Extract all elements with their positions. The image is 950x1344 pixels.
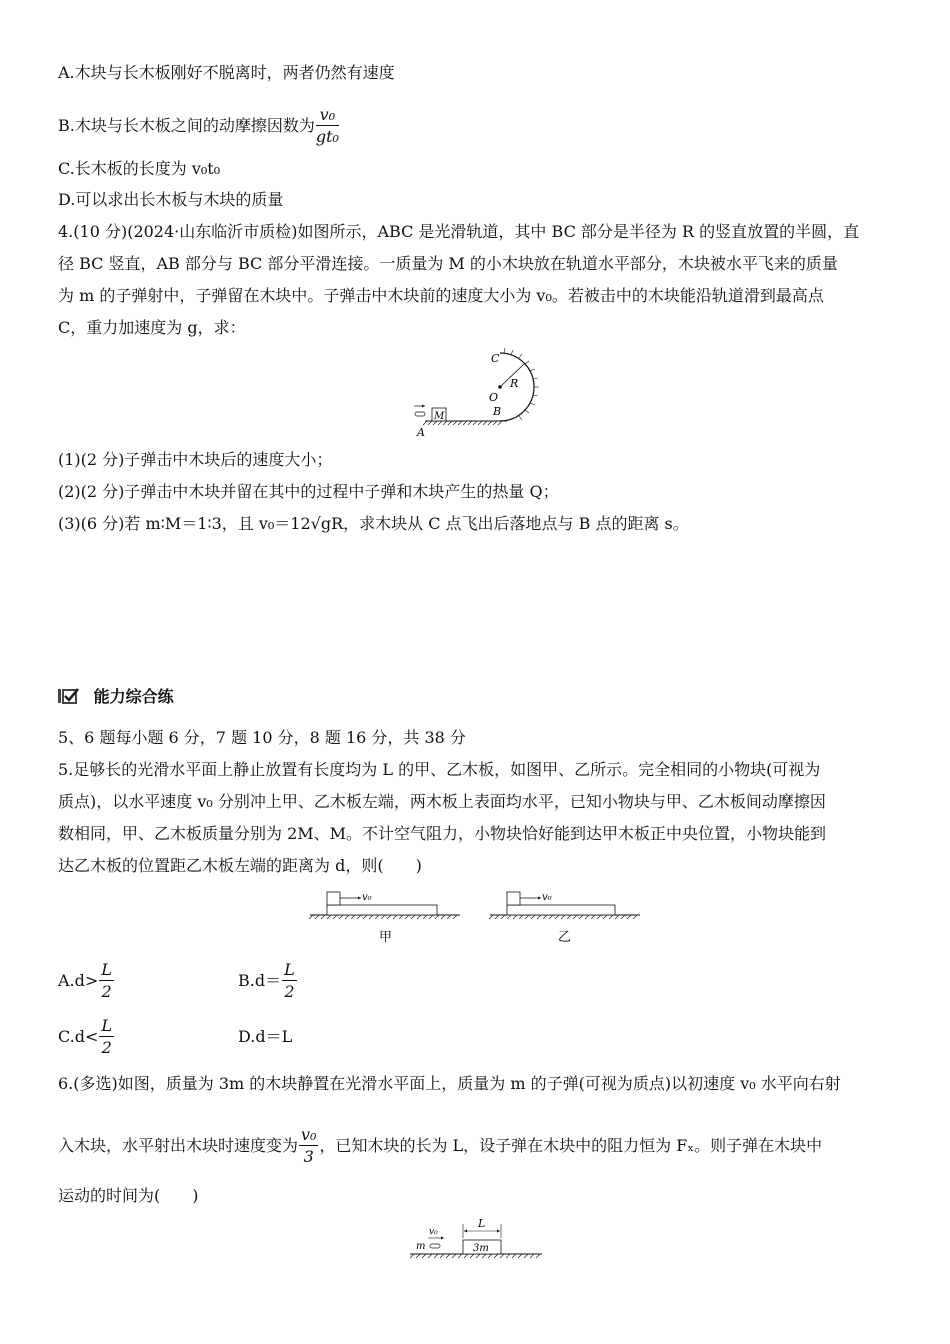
center-point [498, 385, 502, 389]
block-label-m: M [434, 411, 445, 422]
board-jia [327, 905, 437, 915]
bullet-label-m: m [416, 1241, 426, 1252]
fraction-denominator: 3 [303, 1147, 314, 1166]
checkmark-icon [58, 687, 80, 709]
length-label-l: L [478, 1217, 486, 1230]
q6-line-3: 运动的时间为( ) [58, 1186, 199, 1205]
fraction-denominator: 2 [284, 982, 295, 1001]
q5-option-b-text: B.d＝ [238, 971, 282, 990]
fraction-numerator: v₀ [316, 107, 339, 126]
label-c: C [491, 352, 500, 365]
q3-option-b [58, 105, 892, 146]
v0-label: v₀ [429, 1227, 438, 1237]
q5-options-row-2 [58, 1017, 892, 1057]
fraction-numerator: v₀ [301, 1125, 317, 1144]
v0-label-yi: v₀ [542, 892, 552, 903]
q5-line-2: 质点)，以水平速度 v₀ 分别冲上甲、乙木板左端，两木板上表面均水平，已知小物块与甲、乙木板间动摩擦因 [58, 792, 826, 811]
block-label-3m: 3m [473, 1243, 489, 1254]
fraction-denominator: gt₀ [315, 127, 339, 146]
q5-option-b [238, 962, 298, 1000]
q4-line-1: 4.(10 分)(2024·山东临沂市质检)如图所示，ABC 是光滑轨道，其中 BC 部分是半径为 R 的竖直放置的半圆，直 [58, 222, 860, 241]
label-jia: 甲 [379, 930, 393, 945]
q6-line-2 [58, 1126, 892, 1166]
q4-line-2: 径 BC 竖直，AB 部分与 BC 部分平滑连接。一质量为 M 的小木块放在轨道水平部分，木块被水平飞来的质量 [58, 254, 838, 273]
q6-fraction [299, 1127, 318, 1165]
section-scoring: 5、6 题每小题 6 分，7 题 10 分，8 题 16 分，共 38 分 [58, 728, 466, 747]
q4-track-figure [405, 344, 555, 440]
q5-option-a-text: A.d> [58, 971, 99, 990]
q5-option-d: D.d＝L [238, 1027, 293, 1046]
section-title: 能力综合练 [93, 687, 174, 706]
q5-line-1: 5.足够长的光滑水平面上静止放置有长度均为 L 的甲、乙木板，如图甲、乙所示。完全相同的小物块(可视为 [58, 760, 821, 779]
q5-option-c [58, 1018, 238, 1056]
v0-label-jia: v₀ [362, 892, 372, 903]
label-a: A [417, 426, 425, 439]
label-o: O [489, 391, 499, 404]
q5-line-4: 达乙木板的位置距乙木板左端的距离为 d，则( ) [58, 856, 422, 875]
label-yi: 乙 [558, 930, 572, 945]
block-jia [327, 892, 340, 905]
q4-sub-3: (3)(6 分)若 m∶M＝1∶3，且 v₀＝12√gR，求木块从 C 点飞出后落地点与 B 点的距离 s。 [58, 514, 689, 533]
q5-line-3: 数相同，甲、乙木板质量分别为 2M、M。不计空气阻力，小物块恰好能到达甲木板正中央位置，小物块能到 [58, 824, 827, 843]
fraction-denominator: 2 [101, 1038, 112, 1057]
q3-option-b-text: B.木块与长木板之间的动摩擦因数为 [58, 116, 315, 135]
q5-option-a [58, 962, 238, 1000]
q5-option-a-fraction [99, 962, 114, 1000]
fraction-numerator: L [284, 960, 295, 979]
q6-line-2-prefix: 入木块，水平射出木块时速度变为 [58, 1136, 299, 1155]
q5-options-row-1 [58, 961, 892, 1001]
q5-option-b-fraction [282, 962, 297, 1000]
section-heading [58, 684, 174, 709]
board-yi [507, 905, 615, 915]
bullet [430, 1244, 440, 1248]
q6-line-1: 6.(多选)如图，质量为 3m 的木块静置在光滑水平面上，质量为 m 的子弹(可视为质点)以初速度 v₀ 水平向右射 [58, 1074, 841, 1093]
q5-option-c-text: C.d< [58, 1027, 99, 1046]
q3-option-a: A.木块与长木板刚好不脱离时，两者仍然有速度 [58, 63, 395, 82]
q4-sub-1: (1)(2 分)子弹击中木块后的速度大小； [58, 450, 333, 469]
q4-line-3: 为 m 的子弹射中，子弹留在木块中。子弹击中木块前的速度大小为 v₀。若被击中的木块能沿轨道滑到最高点 [58, 286, 824, 305]
fraction-numerator: L [101, 1016, 113, 1035]
q6-figure [408, 1214, 548, 1262]
q4-sub-2: (2)(2 分)子弹击中木块并留在其中的过程中子弹和木块产生的热量 Q； [58, 482, 559, 501]
q4-line-4: C，重力加速度为 g，求： [58, 318, 246, 337]
fraction-denominator: 2 [101, 982, 112, 1001]
q3-option-c: C.长木板的长度为 v₀t₀ [58, 159, 221, 178]
q3-option-d: D.可以求出长木板与木块的质量 [58, 190, 284, 209]
q3-option-b-fraction [316, 107, 339, 145]
bullet [415, 412, 425, 416]
q5-figure [305, 884, 645, 946]
q5-option-c-fraction [99, 1018, 114, 1056]
fraction-numerator: L [101, 960, 112, 979]
q6-line-2-suffix: ，已知木块的长为 L，设子弹在木块中的阻力恒为 Fₓ。则子弹在木块中 [319, 1136, 823, 1155]
block-yi [507, 892, 520, 905]
label-b: B [493, 405, 502, 418]
label-r: R [510, 377, 519, 390]
